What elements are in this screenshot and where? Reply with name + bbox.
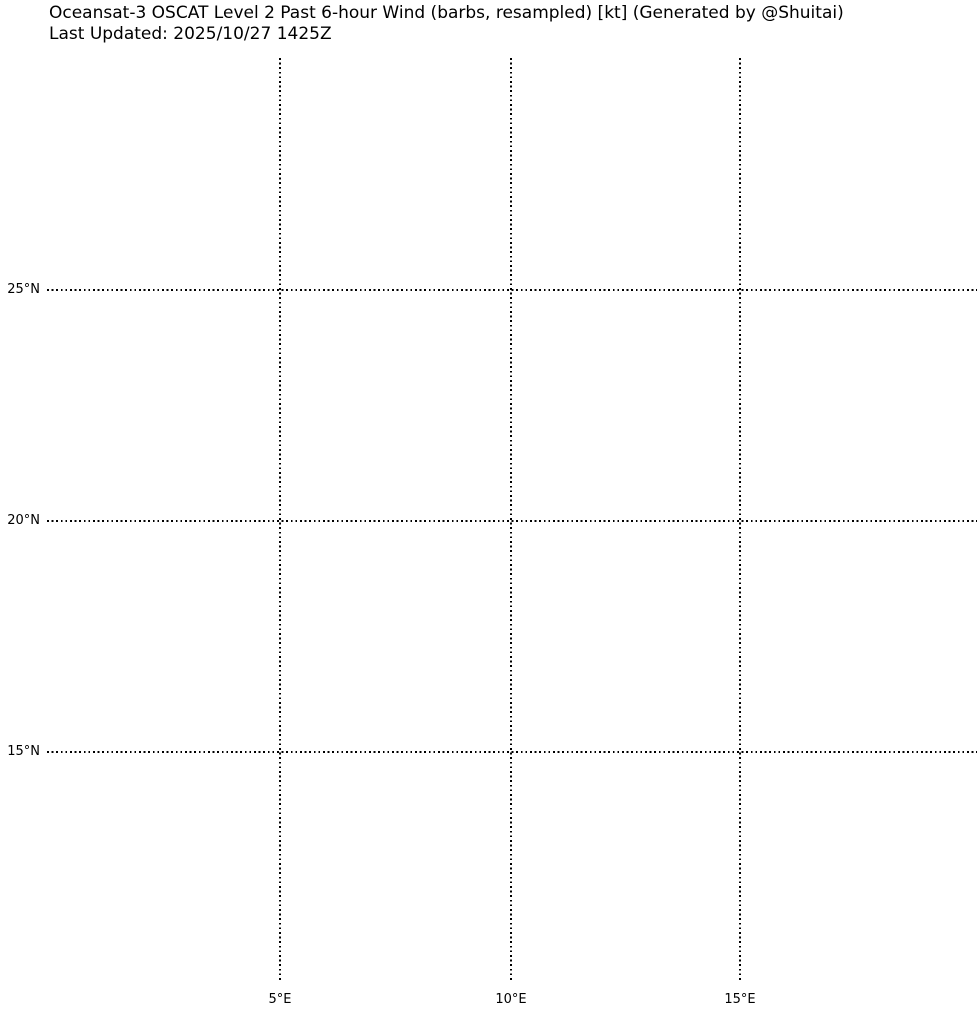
chart-title: Oceansat-3 OSCAT Level 2 Past 6-hour Wind (barbs, resampled) [kt] (Generated by @Shuitai) [49,3,844,23]
x-tick-label-15e: 15°E [724,992,756,1007]
x-tick-label-10e: 10°E [495,992,527,1007]
x-tick-label-5e: 5°E [268,992,292,1007]
gridline-vertical-10e [510,58,512,982]
y-tick-label-20n: 20°N [7,513,40,528]
y-tick-label-15n: 15°N [7,744,40,759]
gridline-vertical-5e [279,58,281,982]
y-tick-label-25n: 25°N [7,282,40,297]
title-block [49,3,844,45]
gridline-horizontal-20n [47,520,977,522]
gridline-horizontal-25n [47,289,977,291]
gridline-horizontal-15n [47,751,977,753]
gridline-vertical-15e [739,58,741,982]
chart-subtitle: Last Updated: 2025/10/27 1425Z [49,24,332,44]
